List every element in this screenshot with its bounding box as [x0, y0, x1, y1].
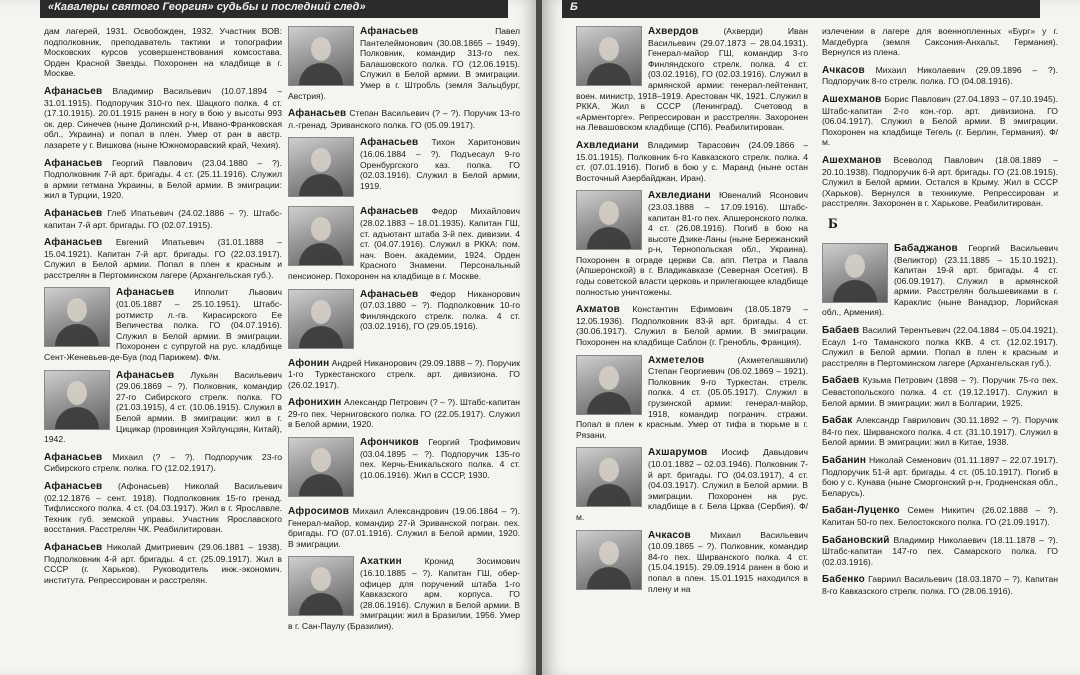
biography-entry: [288, 397, 520, 430]
biography-entry: [288, 437, 520, 499]
portrait-photo: [576, 190, 642, 250]
biography-entry: [288, 206, 520, 281]
entry-text: Михаил Николаевич (29.09.1896 – ?). Подпоручик 8-го стрелк. полка. ГО (04.08.1916).: [822, 64, 1058, 87]
entry-surname: Афанасьев: [360, 288, 419, 300]
portrait-photo: [288, 289, 354, 349]
biography-entry: [576, 304, 808, 347]
biography-entry: [44, 542, 282, 585]
entry-surname: Бабаджанов: [894, 242, 958, 254]
entry-text: Николай Семенович (01.11.1897 – 22.07.1917). Подпоручик 51-й арт. бригады. 4 ст. (05.10.1917). Погиб в бою у с. Кунава (ныне Сморгонский р-н, Гродненская обл., Беларусь).: [822, 455, 1058, 498]
biography-entry: [44, 208, 282, 230]
entry-surname: Бабаев: [822, 325, 860, 337]
entry-surname: Афанасьев: [44, 207, 103, 219]
entry-surname: Афанасьев: [116, 369, 175, 381]
biography-entry: [288, 289, 520, 351]
biography-entry: [822, 455, 1058, 498]
biography-entry: [822, 325, 1058, 368]
entry-surname: Афанасьев: [288, 108, 347, 120]
entry-surname: Бабак: [822, 415, 853, 427]
biography-entry: [288, 358, 520, 391]
biography-entry: [288, 26, 520, 101]
entry-surname: Бабан-Луценко: [822, 505, 900, 517]
entry-text: Лукьян Васильевич (29.06.1869 – ?). Полковник, командир 27-го Сибирского стрелк. полка. ГО (21.03.1915), 4 ст. (10.06.1915). Служил в Белой армии. В эмиграции: жил в г. Цицикар (провинция Хэйлунцзян, Китай), 1942.: [44, 369, 282, 445]
entry-text: Борис Павлович (27.04.1893 – 07.10.1945). Штабс-капитан 2-го кон.-гор. арт. дивизиона. ГО (06.04.1917). Служил в Белой армии. В эмиграции. Похоронен на кладбище Тегель (г. Берлин, Германия). Ф/м.: [822, 93, 1058, 148]
biography-entry: [822, 155, 1058, 209]
entry-text: (Ахметелашвили) Степан Георгиевич (06.02.1869 – 1921). Полковник 9-го Туркестан. стрелк. полка. 4 ст. (05.05.1917). Служил в грузинской армии: генерал-майор, 1918, командир погранич. стражи. Попал в плен к красным. Умер от тифа в тюрьме в г. Рязани.: [576, 354, 808, 440]
right-column-2: [822, 26, 1058, 671]
entry-text: Кронид Зосимович (16.10.1885 – ?). Капитан ГШ, обер-офицер для поручений штаба 1-го Кавказского арм. корпуса. ГО (28.06.1916). Служил в Белой армии. В эмиграции: жил в Бразилии, 1956. Умер в г. Сан-Паулу (Бразилия).: [288, 556, 520, 631]
entry-surname: Ашехманов: [822, 154, 882, 166]
portrait-photo: [576, 355, 642, 415]
entry-text: Иосиф Давыдович (10.01.1882 – 02.03.1946). Полковник 7-й арт. бригады. ГО (04.03.1917), 4 ст. (04.03.1917). Служил в Белой армии. В эмиграции. Похоронен на рус. кладбище в г. Бела Црква (Сербия). Ф/м.: [576, 447, 808, 522]
entry-surname: Афанасьев: [44, 451, 103, 463]
portrait-photo: [576, 530, 642, 590]
entry-text: Тихон Харитонович (16.06.1884 – ?). Подъесаул 9-го Оренбургского каз. полка. ГО (02.03.1916). Служил в Белой армии, 1919.: [360, 137, 520, 191]
portrait-photo: [576, 447, 642, 507]
entry-text: Николай Дмитриевич (29.06.1881 – 1938). Подполковник 4-й арт. бригады. 4 ст. (25.09.1917). Жил в СССР (г. Харьков). Руководитель инж.-экономич. института. Репрессирован и расстрелян.: [44, 541, 282, 585]
entry-text: Глеб Ипатьевич (24.02.1886 – ?). Штабс-капитан 7-й арт. бригады. ГО (02.07.1915).: [44, 207, 282, 230]
entry-text: (Ахверди) Иван Васильевич (29.07.1873 – 28.04.1931). Генерал-майор ГШ, командир 3-го Финляндского стрелк. полка. 4 ст. (03.02.1916), ГО (02.03.1916). Служил в армянской армии: генерал-лейтенант, воен. министр, 1918–1919. Арестован ЧК, 1921. Служил в РККА. Жил в СССР (Ленинград). Счетовод в «Арменторге». Репрессирован и расстрелян. Захоронен на Левашовском кладбище (СПб). Реабилитирован.: [576, 26, 808, 133]
biography-entry: [44, 158, 282, 201]
entry-text: Кузьма Петрович (1898 – ?). Поручик 75-го пех. Севастопольского полка. 4 ст. (19.12.1917). Служил в Белой армии. В эмиграции: жил в Болгарии, 1925.: [822, 375, 1058, 408]
entry-text: Владимир Васильевич (10.07.1894 – 31.01.1915). Подпоручик 310-го пех. Шацкого полка. 4 ст. (17.10.1915). 20.01.1915 ранен в ногу в бою у высоты 993 ок. дер. Синечев (ныне Долинский р-н, Ивано-Франковская обл., Украина) и попал в плен. Умер от ран в австр. лазарете у г. Вишкова (ныне Южноморавский край, Чехия).: [44, 85, 282, 150]
entry-surname: Афанасьев: [116, 287, 175, 299]
biography-entry: [44, 86, 282, 151]
entry-surname: Ахвледиани: [648, 190, 711, 202]
entry-text: Ипполит Львович (01.05.1887 – 25.10.1951). Штабс-ротмистр л.-гв. Кирасирского Ее Величества полка. ГО (04.07.1916). Служил в Белой армии. В эмиграции. Похоронен с супругой на рус. кладбище Сент-Женевьев-де-Буа (под Парижем). Ф/м.: [44, 287, 282, 363]
entry-surname: Ахметелов: [648, 354, 705, 366]
entry-surname: Афанасьев: [44, 85, 103, 97]
entry-text: Георгий Трофимович (03.04.1895 – ?). Подпоручик 135-го пех. Керчь-Еникальского полка. 4 ст. (10.06.1916). Жил в СССР, 1930.: [360, 437, 520, 480]
portrait-photo: [288, 137, 354, 197]
entry-text: Георгий Павлович (23.04.1880 – ?). Подполковник 7-й арт. бригады. 4 ст. (25.11.1916). Служил в армии гетмана Украины, в Белой армии. В эмиграции: жил в Турции, 1920.: [44, 157, 282, 201]
entry-surname: Афонин: [288, 357, 330, 369]
biography-entry: [576, 530, 808, 595]
portrait-photo: [44, 287, 110, 347]
entry-text: Федор Михайлович (28.02.1883 – 18.01.1935). Капитан ГШ, ст. адъютант штаба 3-й пех. дивизии. 4 ст. (04.07.1916). Служил в РККА: пом. нач. Воен. академии, 1924. Орден Красного Знамени. Персональный пенсионер. Похоронен на кладбище в г. Москве.: [288, 206, 520, 281]
entry-surname: Афанасьев: [360, 137, 419, 149]
entry-surname: Афанасьев: [44, 237, 103, 249]
biography-entry: [44, 237, 282, 280]
entry-text: Павел Пантелеймонович (30.08.1865 – 1949). Полковник, командир 313-го пех. Балашовского полка. ГО (12.06.1915). Служил в Белой армии. В эмиграции. Умер в г. Штробль (земля Зальцбург, Австрия).: [288, 26, 520, 101]
entry-text: Владимир Тарасович (24.09.1866 – 15.01.1915). Полковник 6-го Кавказского стрелк. полка. 4 ст. (07.01.1916). Погиб в бою у с. Маранд (ныне остан Восточный Азербайджан, Иран).: [576, 139, 808, 183]
biography-entry: [576, 190, 808, 297]
biography-entry: [44, 481, 282, 535]
left-page: [0, 0, 538, 675]
portrait-photo: [288, 556, 354, 616]
biography-entry: [288, 108, 520, 130]
running-head: «Кавалеры святого Георгия» судьбы и последний след»: [40, 0, 508, 18]
page-number: Б: [562, 0, 1040, 18]
entry-text: Михаил Александрович (19.06.1864 – ?). Генерал-майор, командир 27-й Эриванской погран. пех. бригады. ГО (07.01.1916). Служил в Белой армии, 1920. В эмиграции.: [288, 506, 520, 549]
biography-entry: [822, 415, 1058, 448]
biography-entry: [576, 447, 808, 522]
biography-entry: [44, 370, 282, 445]
entry-text: Константин Ефимович (18.05.1879 – 12.05.1936). Подполковник 83-й арт. бригады. 4 ст. (30.06.1917). Служил в Белой армии. В эмиграции. Похоронен на кладбище Саблон (г. Гренобль, Франция).: [576, 304, 808, 348]
biography-entry: [822, 375, 1058, 408]
biography-entry: [288, 556, 520, 631]
entry-text: Гавриил Васильевич (18.03.1870 – ?). Капитан 8-го Кавказского стрелк. полка. ГО (28.06.1916).: [822, 574, 1058, 596]
entry-surname: Афанасьев: [44, 157, 103, 169]
entry-text: Федор Никанорович (07.03.1880 – ?). Подполковник 10-го Финляндского стрелк. полка. 4 ст. (03.02.1916), ГО (29.05.1916).: [360, 288, 520, 332]
entry-surname: Ашехманов: [822, 93, 882, 105]
portrait-photo: [288, 206, 354, 266]
left-column-1: [44, 26, 282, 671]
entry-text: дам лагерей, 1931. Освобожден, 1932. Участник ВОВ: подполковник, преподаватель тактики и топографии Московских курсов усовершенствования комсостава. Орден Красной Звезды. Похоронен на кладбище в г. Москве.: [44, 26, 282, 79]
biography-entry: [576, 26, 808, 133]
portrait-photo: [576, 26, 642, 86]
entry-text: Евгений Ипатьевич (31.01.1888 – 15.04.1921). Капитан 7-й арт. бригады. ГО (22.03.1917). Служил в Белой армии. Попал в плен к красным и расстрелян в Пертоминском лагере (Архангельская губ.).: [44, 237, 282, 280]
entry-surname: Афончиков: [360, 437, 419, 449]
entry-surname: Афанасьев: [44, 541, 103, 553]
entry-surname: Ахвердов: [648, 26, 699, 37]
biography-entry: [44, 26, 282, 79]
biography-entry: [822, 574, 1058, 596]
biography-entry: [822, 26, 1058, 58]
entry-surname: Ахаткин: [360, 556, 402, 568]
right-column-1: [576, 26, 808, 671]
entry-surname: Бабаев: [822, 375, 860, 387]
biography-entry: [822, 243, 1058, 318]
biography-entry: [822, 65, 1058, 87]
letter-heading: Б: [828, 215, 838, 232]
biography-entry: [822, 94, 1058, 148]
entry-surname: Бабенко: [822, 574, 865, 586]
entry-text: Василий Терентьевич (22.04.1884 – 05.04.1921). Есаул 1-го Таманского полка ККВ. 4 ст. (12.02.1917). Служил в Белой армии. Попал в плен к красным и расстрелян в Пертоминском лагере (Архангельская губ.).: [822, 325, 1058, 368]
entry-text: Владимир Николаевич (18.11.1878 – ?). Штабс-капитан 147-го пех. Самарского полка. ГО (02.03.1916).: [822, 534, 1058, 567]
entry-surname: Афонихин: [288, 397, 342, 409]
entry-text: Всеволод Павлович (18.08.1889 – 20.10.1938). Подпоручик 6-й арт. бригады. ГО (21.08.1915). Служил в Белой армии. Остался в Крыму. Жил в СССР (Харьков). Вернулся в техникуме. Репрессирован и расстрелян. Захоронен в г. Харькове. Реабилитирован.: [822, 154, 1058, 209]
entry-text: Александр Петрович (? – ?). Штабс-капитан 29-го пех. Черниговского полка. ГО (22.05.1917). Служил в Белой армии, 1920.: [288, 397, 520, 430]
portrait-photo: [44, 370, 110, 430]
biography-entry: [288, 506, 520, 549]
entry-surname: Ачкасов: [648, 529, 691, 541]
biography-entry: [44, 452, 282, 474]
biography-entry: [288, 137, 520, 199]
entry-text: Александр Гаврилович (30.11.1892 – ?). Поручик 84-го пех. Ширванского полка. 4 ст. (31.10.1917). Служил в Белой армии. В эмиграции: жил в Китае, 1938.: [822, 415, 1058, 448]
left-column-2: [288, 26, 520, 671]
entry-surname: Бабановский: [822, 534, 890, 546]
entry-surname: Афанасьев: [360, 26, 419, 37]
right-page: [542, 0, 1080, 675]
entry-text: (Афонасьев) Николай Васильевич (02.12.1876 – сент. 1918). Подполковник 15-го гренад. Тифлисского полка. 4 ст. (04.03.1917). Жил в г. Ярославле. Техник губ. земской управы. Участник Ярославского восстания. Расстрелян ЧК. Реабилитирован.: [44, 480, 282, 535]
biography-entry: [822, 535, 1058, 568]
entry-text: Семен Никитич (26.02.1888 – ?). Капитан 50-го пех. Белостокского полка. ГО (21.09.1917).: [822, 505, 1058, 527]
entry-surname: Афросимов: [288, 506, 350, 518]
entry-text: излечении в лагере для военнопленных «Бург» у г. Магдебурга (земля Саксония-Анхальт, Германия). Вернулся из плена.: [822, 26, 1058, 58]
portrait-photo: [288, 437, 354, 497]
portrait-photo: [822, 243, 888, 303]
entry-text: Михаил Васильевич (10.09.1865 – ?). Полковник, командир 84-го пех. Ширванского полка. 4 ст. (15.04.1915). 29.09.1914 ранен в бою и попал в плен. 15.01.1915 находился в плену и на: [648, 529, 808, 594]
entry-surname: Ахматов: [576, 304, 621, 316]
entry-text: Георгий Васильевич (Великтор) (23.11.1885 – 15.10.1921). Капитан 19-й арт. бригады. 4 ст. (06.09.1917). Служил в армянской армии. Расстрелян большевиками в г. Караклис (ныне Ванадзор, Лорийская обл., Армения).: [822, 242, 1058, 318]
entry-surname: Ахшарумов: [648, 447, 708, 459]
biography-entry: [576, 140, 808, 183]
biography-entry: [44, 287, 282, 362]
portrait-photo: [288, 26, 354, 86]
entry-surname: Ахвледиани: [576, 139, 639, 151]
biography-entry: [576, 355, 808, 441]
entry-surname: Бабанин: [822, 455, 867, 466]
entry-surname: Афанасьев: [44, 480, 103, 492]
biography-entry: [822, 505, 1058, 527]
entry-surname: Ачкасов: [822, 64, 865, 76]
entry-text: Ювеналий Ясонович (23.03.1888 – 17.09.1916). Штабс-капитан 81-го пех. Апшеронского полка. 4 ст. (26.08.1916). Погиб в бою на высоте Дзике-Ланы (ныне Бережанский р-н, Тернопольская обл., Украина). Похоронен в ограде церкви Св. апп. Петра и Павла (Апшеронской) в г. Владикавказе (Северная Осетия). В годы советской власти церковь и прилегающее кладбище полностью уничтожены.: [576, 190, 808, 297]
entry-surname: Афанасьев: [360, 206, 419, 218]
entry-text: Андрей Никанорович (29.09.1888 – ?). Поручик 1-го Туркестанского стрелк. арт. дивизиона. ГО (26.02.1917).: [288, 357, 520, 390]
entry-text: Степан Васильевич (? – ?). Поручик 13-го л.-гренад. Эриванского полка. ГО (05.09.1917).: [288, 108, 520, 130]
entry-text: Михаил (? – ?). Подпоручик 23-го Сибирского стрелк. полка. ГО (12.02.1917).: [44, 451, 282, 474]
